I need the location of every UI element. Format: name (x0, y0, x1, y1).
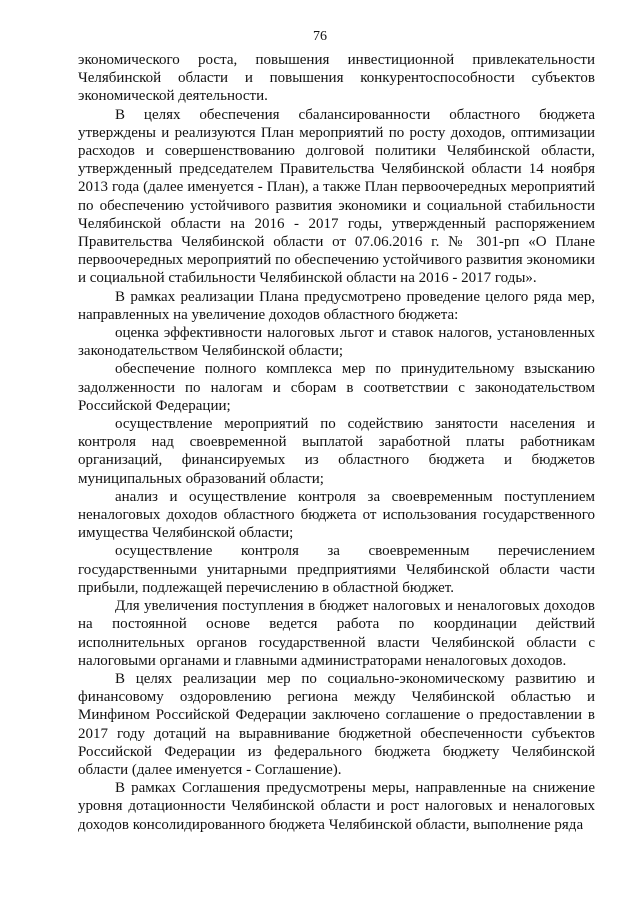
list-item-tax-benefits: оценка эффективности налоговых льгот и ставок налогов, установленных законодательством Челябинской области; (78, 325, 595, 360)
paragraph-budget-plans: В целях обеспечения сбалансированности областного бюджета утверждены и реализуются План мероприятий по росту доходов, оптимизации расходов и совершенствованию долговой политики Челябинской области, утвержденный председателем Правительства Челябинской области 14 ноября 2013 года (далее именуется - План), а также План первоочередных мероприятий по обеспечению устойчивого развития экономики и социальной стабильности Челябинской области на 2016 - 2017 годы, утвержденный распоряжением Правительства Челябинской области от 07.06.2016 г. № 301-рп «О Плане первоочередных мероприятий по обеспечению устойчивого развития экономики и социальной стабильности Челябинской области на 2016 - 2017 годы». (78, 106, 595, 287)
document-body (78, 51, 595, 834)
paragraph-coordination: Для увеличения поступления в бюджет налоговых и неналоговых доходов на постоянной основе ведется работа по координации действий исполнительных органов государственной власти Челябинской области с налоговыми органами и главными администраторами неналоговых доходов. (78, 598, 595, 669)
paragraph-plan-measures: В рамках реализации Плана предусмотрено проведение целого ряда мер, направленных на увеличение доходов областного бюджета: (78, 288, 595, 323)
list-item-profit-transfer: осуществление контроля за своевременным перечислением государственными унитарными предприятиями Челябинской области части прибыли, подлежащей перечислению в областной бюджет. (78, 543, 595, 596)
paragraph-agreement: В целях реализации мер по социально-экономическому развитию и финансовому оздоровлению региона между Челябинской областью и Минфином Российской Федерации заключено соглашение о предоставлении в 2017 году дотаций на выравнивание бюджетной обеспеченности субъектов Российской Федерации из федерального бюджета бюджету Челябинской области (далее именуется - Соглашение). (78, 670, 595, 778)
list-item-nontax-income: анализ и осуществление контроля за своевременным поступлением неналоговых доходов областного бюджета от использования государственного имущества Челябинской области; (78, 488, 595, 542)
paragraph-agreement-measures: В рамках Соглашения предусмотрены меры, направленные на снижение уровня дотационности Челябинской области и рост налоговых и неналоговых доходов консолидированного бюджета Челябинской области, выполнение ряда (78, 780, 595, 833)
paragraph-continuation: экономического роста, повышения инвестиционной привлекательности Челябинской области и повышения конкурентоспособности субъектов экономической деятельности. (78, 52, 595, 105)
list-item-debt-collection: обеспечение полного комплекса мер по принудительному взысканию задолженности по налогам и сборам в соответствии с законодательством Российской Федерации; (78, 361, 595, 414)
page-number: 76 (313, 29, 327, 44)
list-item-employment: осуществление мероприятий по содействию занятости населения и контроля над своевременной выплатой заработной платы работникам организаций, финансируемых из областного бюджета и бюджетов муниципальных образований области; (78, 416, 595, 487)
